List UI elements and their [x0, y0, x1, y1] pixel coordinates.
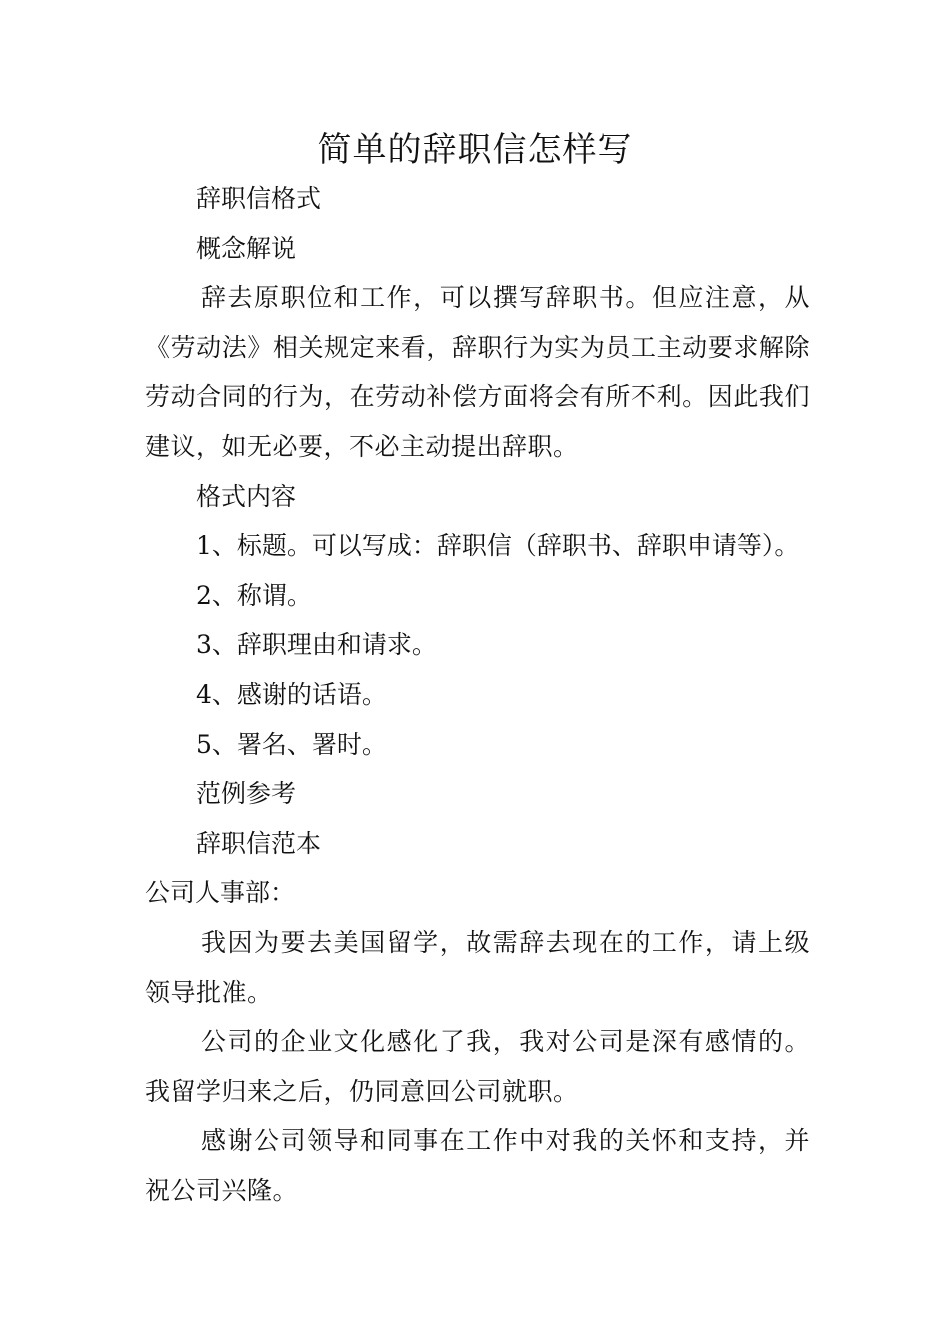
- section-heading-template: 辞职信范本: [196, 828, 322, 858]
- list-item-salutation: 2、称谓。: [196, 580, 312, 610]
- letter-paragraph-feeling: 公司的企业文化感化了我，我对公司是深有感情的。我留学归来之后，仍同意回公司就职。: [145, 1027, 810, 1106]
- list-item-reason: 3、辞职理由和请求。: [196, 630, 437, 660]
- document-title: 简单的辞职信怎样写: [317, 130, 633, 170]
- document-body: [145, 174, 810, 1215]
- paragraph-concept-explanation: 辞去原职位和工作，可以撰写辞职书。但应注意，从《劳动法》相关规定来看，辞职行为实为员工主动要求解除劳动合同的行为，在劳动补偿方面将会有所不利。因此我们建议，如无必要，不必主动提出辞职。: [145, 283, 810, 461]
- letter-salutation: 公司人事部：: [145, 878, 296, 908]
- section-heading-concept: 概念解说: [196, 233, 297, 263]
- section-heading-example: 范例参考: [196, 779, 297, 809]
- section-heading-format-content: 格式内容: [196, 481, 297, 511]
- list-item-thanks: 4、感谢的话语。: [196, 679, 387, 709]
- list-item-title: 1、标题。可以写成：辞职信（辞职书、辞职申请等）。: [196, 531, 800, 561]
- section-heading-format: 辞职信格式: [196, 184, 322, 213]
- list-item-signature: 5、署名、署时。: [196, 729, 387, 759]
- letter-paragraph-thanks: 感谢公司领导和同事在工作中对我的关怀和支持，并祝公司兴隆。: [145, 1126, 810, 1205]
- letter-paragraph-reason: 我因为要去美国留学，故需辞去现在的工作，请上级领导批准。: [145, 927, 810, 1007]
